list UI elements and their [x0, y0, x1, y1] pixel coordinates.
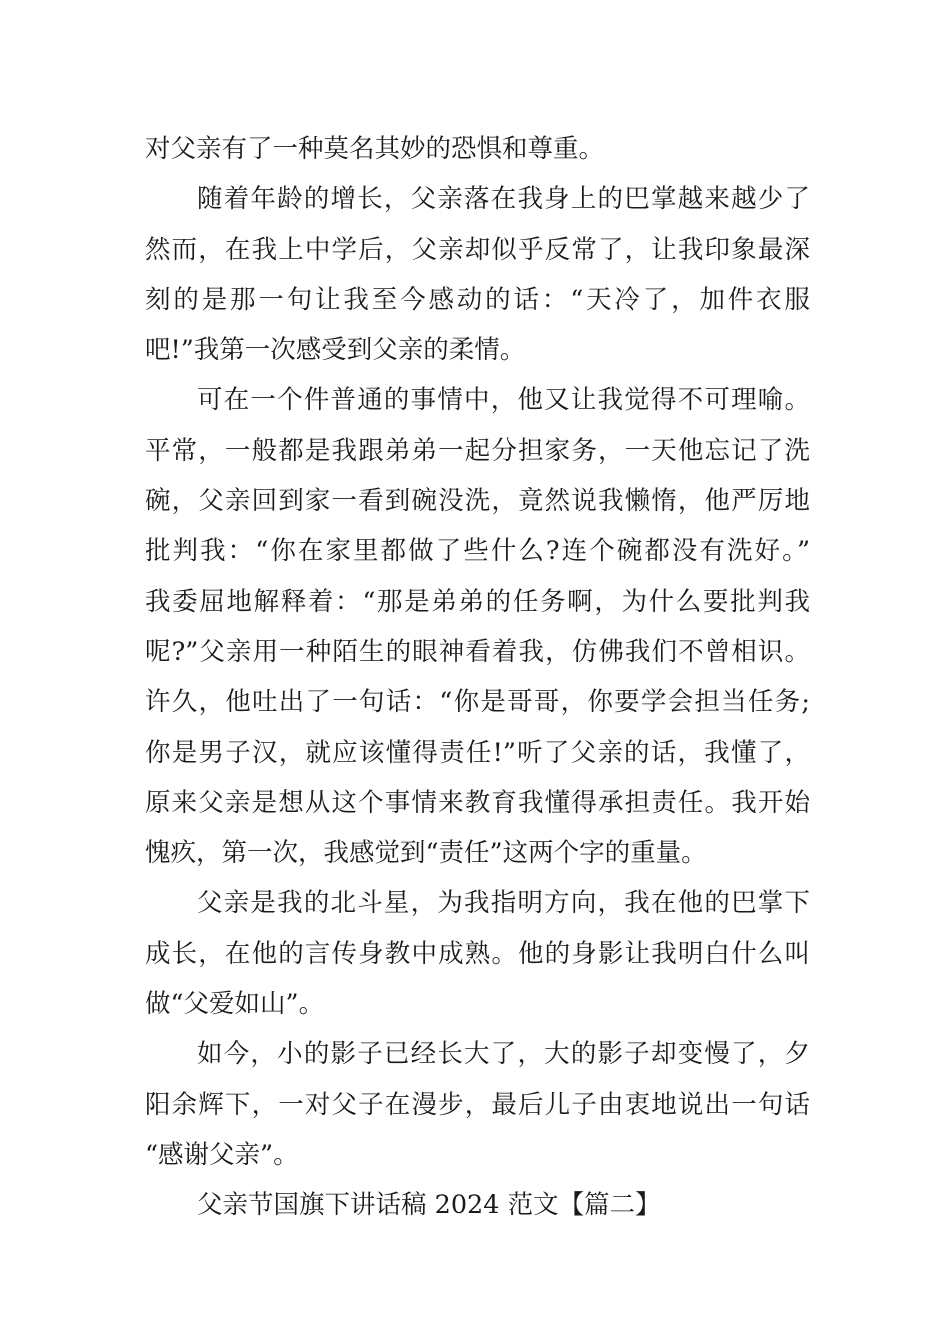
text-line: 做“父爱如山”。 [145, 989, 325, 1020]
text-line: 愧疚，第一次，我感觉到“责任”这两个字的重量。 [145, 838, 707, 869]
text-line: 批判我：“你在家里都做了些什么?连个碗都没有洗好。” [145, 536, 810, 567]
text-line: 如今，小的影子已经长大了，大的影子却变慢了，夕 [197, 1039, 810, 1070]
text-line: 平常，一般都是我跟弟弟一起分担家务，一天他忘记了洗 [145, 435, 810, 466]
text-line: 然而，在我上中学后，父亲却似乎反常了，让我印象最深 [145, 234, 810, 265]
document-body [145, 124, 810, 1231]
section-heading: 父亲节国旗下讲话稿 2024 范文【篇二】 [197, 1190, 661, 1221]
text-line: “感谢父亲”。 [145, 1139, 299, 1170]
text-line: 阳余辉下，一对父子在漫步，最后儿子由衷地说出一句话 [145, 1089, 810, 1120]
text-line: 原来父亲是想从这个事情来教育我懂得承担责任。我开始 [145, 787, 810, 818]
text-line: 许久，他吐出了一句话：“你是哥哥，你要学会担当任务; [145, 687, 810, 718]
text-line: 碗，父亲回到家一看到碗没洗，竟然说我懒惰，他严厉地 [145, 486, 810, 517]
text-line: 呢?”父亲用一种陌生的眼神看着我，仿佛我们不曾相识。 [145, 636, 810, 667]
text-line: 对父亲有了一种莫名其妙的恐惧和尊重。 [145, 134, 605, 164]
text-line: 成长，在他的言传身教中成熟。他的身影让我明白什么叫 [145, 938, 810, 969]
text-line: 我委屈地解释着：“那是弟弟的任务啊，为什么要批判我 [145, 586, 810, 617]
text-line: 父亲是我的北斗星，为我指明方向，我在他的巴掌下 [197, 888, 810, 919]
text-line: 吧!”我第一次感受到父亲的柔情。 [145, 335, 526, 366]
text-line: 你是男子汉，就应该懂得责任!”听了父亲的话，我懂了， [145, 737, 810, 768]
text-line: 可在一个件普通的事情中，他又让我觉得不可理喻。 [197, 385, 810, 416]
text-line: 随着年龄的增长，父亲落在我身上的巴掌越来越少了 [197, 184, 810, 215]
text-line: 刻的是那一句让我至今感动的话：“天冷了，加件衣服 [145, 284, 810, 315]
